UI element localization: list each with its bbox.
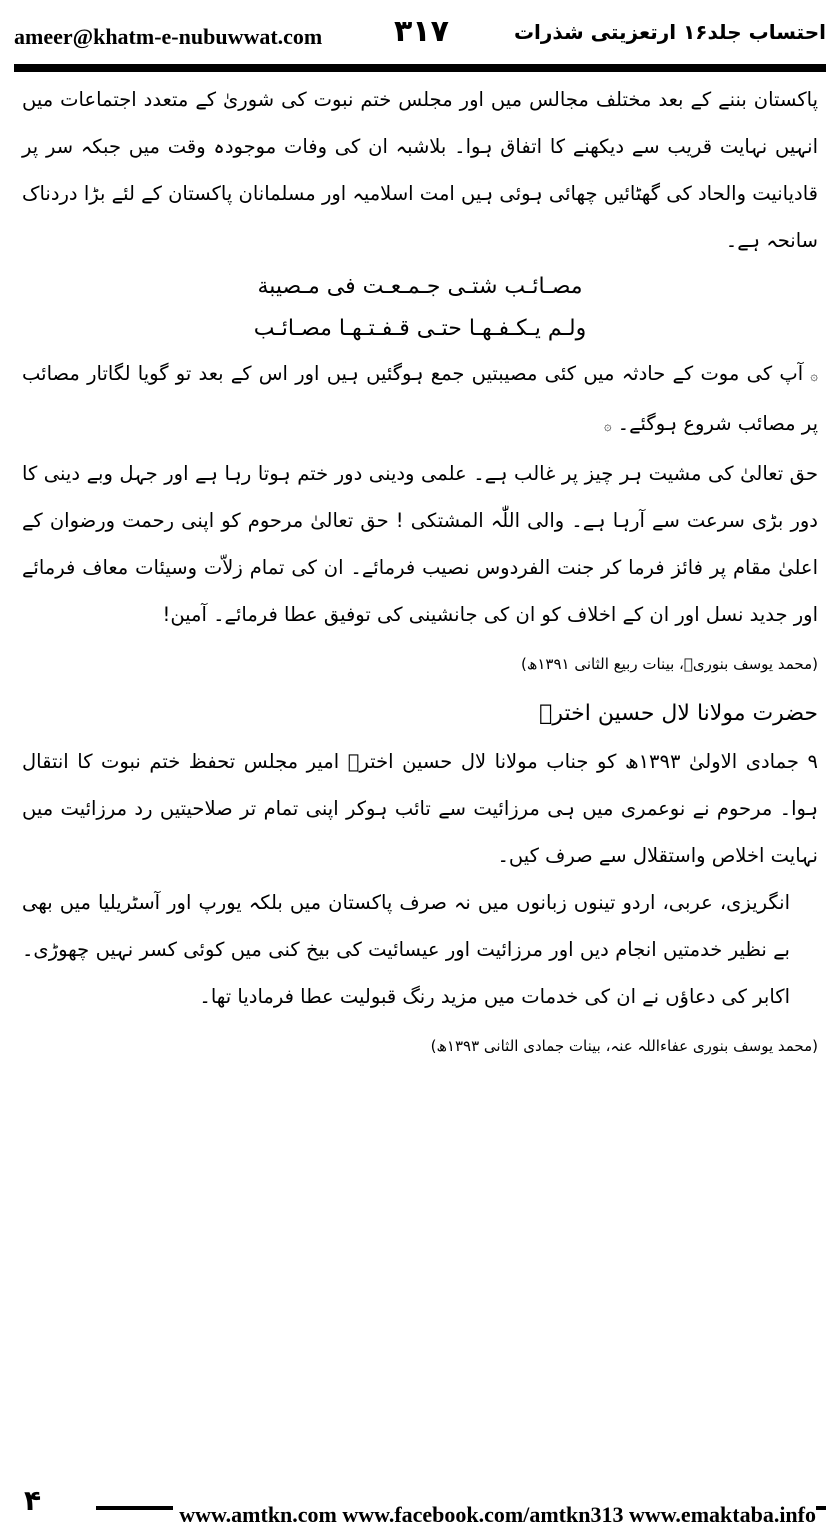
footer-page-marker: ۴ xyxy=(24,1484,42,1517)
page-body xyxy=(22,76,818,1066)
page-footer xyxy=(0,1484,840,1526)
page-header xyxy=(14,14,826,54)
ornament-close-icon: ۞ xyxy=(603,419,612,434)
header-email: ameer@khatm-e-nubuwwat.com xyxy=(14,24,323,49)
arabic-verse-line-1: مصـائـب شتـى جـمـعـت فى مـصيبة xyxy=(257,274,583,299)
verse-translation xyxy=(22,350,818,450)
reference-2: (محمد یوسف بنوری عفاءاللہ عنہ، بینات جمادی الثانی ۱۳۹۳ھ) xyxy=(430,1037,818,1055)
section-title: حضرت مولانا لال حسین اخترؒ xyxy=(539,701,818,726)
reference-1: (محمد یوسف بنوریؒ، بینات ربیع الثانی ۱۳۹۱ھ) xyxy=(521,655,818,673)
translation-text: آپ کی موت کے حادثہ میں کئی مصیبتیں جمع ہوگئیں ہیں اور اس کے بعد تو گویا لگاتار مصائب پر مصائب شروع ہوگئے۔ xyxy=(22,362,818,435)
paragraph-4: انگریزی، عربی، اردو تینوں زبانوں میں نہ صرف پاکستان میں بلکہ یورپ اور آسٹریلیا میں بھی بے نظیر خدمتیں انجام دیں اور مرزائیت اور عیسائیت کی بیخ کنی میں کوئی کسر نہیں چھوڑی۔ اکابر کی دعاؤں نے ان کی خدمات میں مزید رنگ قبولیت عطا فرمادیا تھا۔ xyxy=(22,891,790,1008)
paragraph-1: پاکستان بننے کے بعد مختلف مجالس میں اور مجلس ختم نبوت کی شوریٰ کے متعدد اجتماعات میں انہیں نہایت قریب سے دیکھنے کا اتفاق ہوا۔ بلاشبہ ان کی وفات موجودہ وقت میں جبکہ سر پر قادیانیت والحاد کی گھٹائیں چھائی ہوئی ہیں امت اسلامیہ اور مسلمانان پاکستان کے لئے بڑا دردناک سانحہ ہے۔ xyxy=(22,88,818,252)
ornament-open-icon: ۞ xyxy=(810,369,818,384)
header-book-title: احتساب جلد۱۶ ارتعزیتی شذرات xyxy=(513,20,826,44)
paragraph-3: ۹ جمادی الاولیٰ ۱۳۹۳ھ کو جناب مولانا لال حسین اخترؒ امیر مجلس تحفظ ختم نبوت کا انتقال ہوا۔ مرحوم نے نوعمری میں ہی مرزائیت سے تائب ہوکر اپنی تمام تر صلاحیتیں رد مرزائیت میں نہایت اخلاص واستقلال سے صرف کیں۔ xyxy=(22,750,818,867)
footer-links[interactable]: www.amtkn.com www.facebook.com/amtkn313 www.emaktaba.info xyxy=(173,1502,816,1528)
header-rule xyxy=(14,64,826,72)
paragraph-2: حق تعالیٰ کی مشیت ہر چیز پر غالب ہے۔ علمی ودینی دور ختم ہوتا رہا ہے اور جہل وبے دینی کا دور بڑی سرعت سے آرہا ہے۔ والی اللّٰہ المشتکی ! حق تعالیٰ مرحوم کو اپنی رحمت ورضوان کے اعلیٰ مقام پر فائز فرما کر جنت الفردوس نصیب فرمائے۔ ان کی تمام زلاّت وسیئات معاف فرمائے اور جدید نسل اور ان کے اخلاف کو ان کی جانشینی کی توفیق عطا فرمائے۔ آمین! xyxy=(22,462,818,626)
arabic-verse-line-2: ولـم يـكـفـهـا حتـى قـفـتـهـا مصـائـب xyxy=(253,316,587,341)
header-page-number: ۳۱۷ xyxy=(394,14,449,49)
